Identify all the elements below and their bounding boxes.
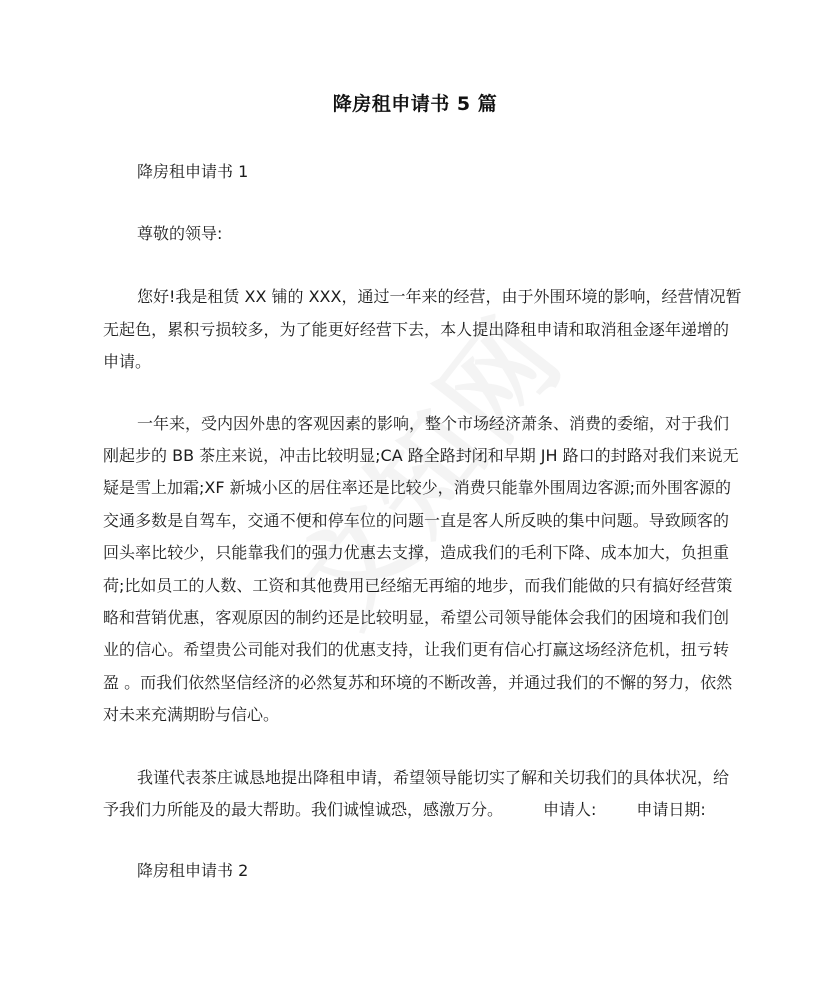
document-title: 降房租申请书 5 篇 [332,93,498,115]
paragraph-line: 业的信心。希望贵公司能对我们的优惠支持，让我们更有信心打赢这场经济危机，扭亏转 [103,640,729,659]
paragraph-line: 对未来充满期盼与信心。 [103,705,280,724]
paragraph-line: 我谨代表茶庄诚恳地提出降租申请，希望领导能切实了解和关切我们的具体状况，给 [137,768,730,787]
paragraph-line: 刚起步的 BB 茶庄来说，冲击比较明显;CA 路全路封闭和早期 JH 路口的封路对我们来说无 [103,446,739,465]
paragraph-line: 交通多数是自驾车，交通不便和停车位的问题一直是客人所反映的集中问题。导致顾客的 [103,511,729,530]
section-2-heading: 降房租申请书 2 [137,861,249,880]
paragraph-line: 略和营销优惠，客观原因的制约还是比较明显，希望公司领导能体会我们的困境和我们创 [103,608,729,627]
paragraph-line: 申请。 [103,352,152,371]
paragraph-line: 盈 。而我们依然坚信经济的必然复苏和环境的不断改善，并通过我们的不懈的努力，依然 [103,673,733,692]
paragraph-line: 回头率比较少，只能靠我们的强力优惠去支撑，造成我们的毛利下降、成本加大，负担重 [103,543,729,562]
salutation: 尊敬的领导: [137,224,223,243]
paragraph-line: 荷;比如员工的人数、工资和其他费用已经缩无再缩的地步，而我们能做的只有搞好经营策 [103,576,733,595]
signature-applicant-label: 申请人: [543,800,597,819]
paragraph-line: 一年来，受内因外患的客观因素的影响，整个市场经济萧条、消费的委缩，对于我们 [137,414,730,433]
section-1-heading: 降房租申请书 1 [137,162,249,181]
paragraph-line [103,800,706,820]
closing-text: 予我们力所能及的最大帮助。我们诚惶诚恐，感激万分。 [103,800,504,819]
paragraph-line: 您好!我是租赁 XX 铺的 XXX，通过一年来的经营，由于外围环境的影响，经营情况暂 [137,287,742,306]
paragraph-line: 疑是雪上加霜;XF 新城小区的居住率还是比较少，消费只能靠外围周边客源;而外围客源的 [103,478,732,497]
signature-date-label: 申请日期: [636,800,706,819]
paragraph-line: 无起色，累积亏损较多，为了能更好经营下去，本人提出降租申请和取消租金逐年递增的 [103,320,729,339]
